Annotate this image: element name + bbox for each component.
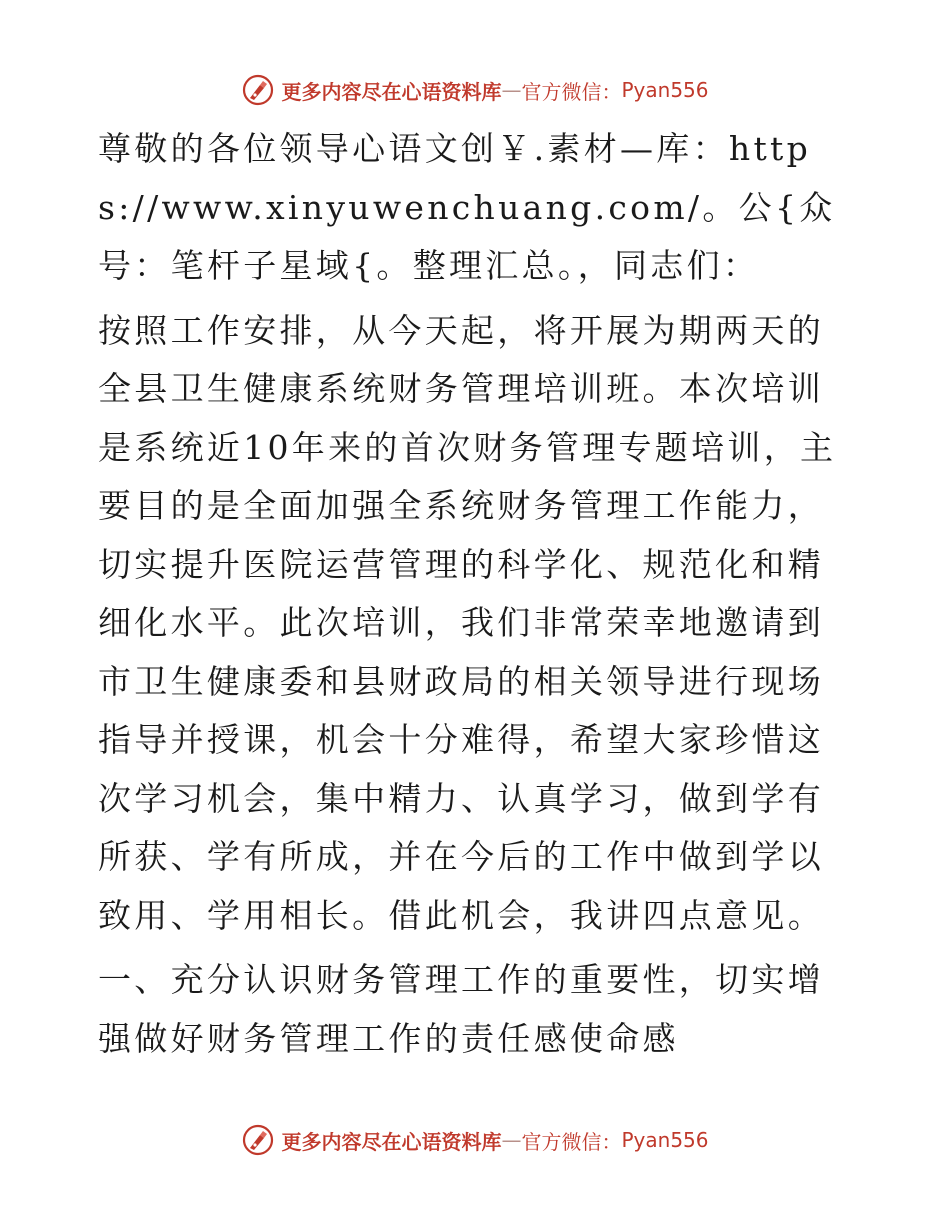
banner-wechat-id: Pyan556 (621, 78, 709, 102)
pen-nib-logo-icon (241, 73, 275, 107)
footer-watermark-banner (0, 1120, 950, 1160)
banner-wechat-label: 官方微信： (521, 1129, 622, 1154)
pen-nib-logo-icon (241, 1123, 275, 1157)
banner-main-text: 更多内容尽在心语资料库 (281, 1129, 502, 1154)
header-watermark-banner (0, 70, 950, 110)
banner-separator: — (501, 78, 522, 102)
banner-main-text: 更多内容尽在心语资料库 (281, 79, 502, 104)
greeting-paragraph: 尊敬的各位领导心语文创￥.素材—库：https://www.xinyuwenchuang.com/。公{众号：笔杆子星域{。整理汇总。，同志们： (98, 129, 836, 285)
document-body (98, 120, 858, 1074)
banner-separator: — (501, 1128, 522, 1152)
banner-wechat-id: Pyan556 (621, 1128, 709, 1152)
section-heading: 一、充分认识财务管理工作的重要性，切实增强做好财务管理工作的责任感使命感 (98, 960, 824, 1058)
banner-wechat-label: 官方微信： (521, 79, 622, 104)
body-paragraph: 按照工作安排，从今天起，将开展为期两天的全县卫生健康系统财务管理培训班。本次培训是系统近10年来的首次财务管理专题培训，主要目的是全面加强全系统财务管理工作能力，切实提升医院运营管理的科学化、规范化和精细化水平。此次培训，我们非常荣幸地邀请到市卫生健康委和县财政局的相关领导进行现场指导并授课，机会十分难得，希望大家珍惜这次学习机会，集中精力、认真学习，做到学有所获、学有所成，并在今后的工作中做到学以致用、学用相长。借此机会，我讲四点意见。 (98, 310, 837, 935)
